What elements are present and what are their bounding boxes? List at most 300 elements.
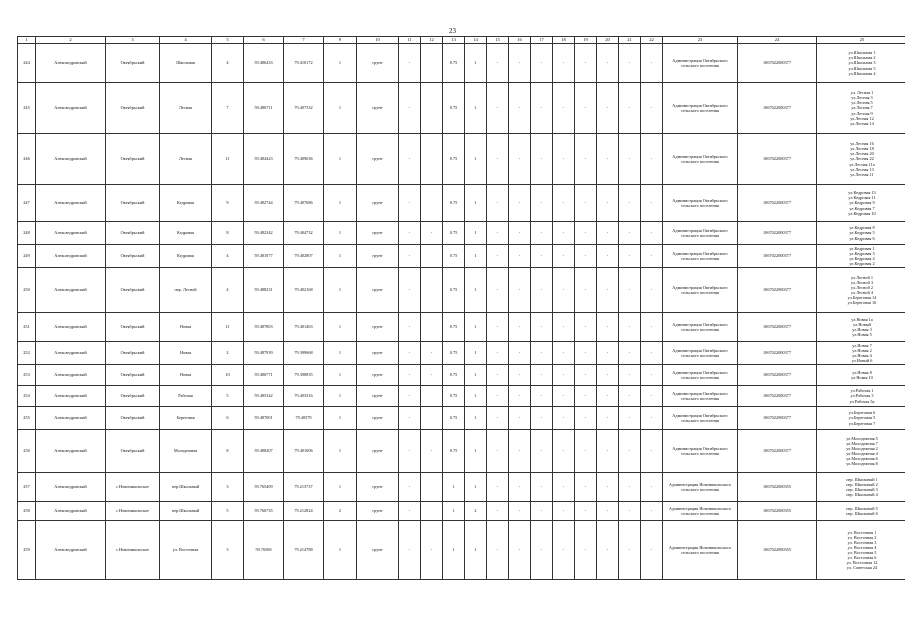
col20-cell: -: [597, 134, 619, 185]
volume-cell: 0.75: [443, 407, 465, 430]
col17-cell: -: [531, 134, 553, 185]
col22-cell: -: [641, 134, 663, 185]
served-addresses-cell: [817, 44, 905, 83]
served-address: ул. Восточная 6: [847, 555, 877, 561]
served-address: ул.Лесная 7: [851, 105, 873, 111]
served-address: ул.Кедровая 11: [848, 195, 876, 201]
col18-cell: -: [553, 44, 575, 83]
col19-cell: -: [575, 386, 597, 407]
col14-cell: 1: [465, 386, 487, 407]
served-address: ул.Молодежная 2: [846, 445, 878, 451]
col16-cell: -: [509, 342, 531, 365]
col12-cell: [421, 245, 443, 268]
owner-cell: Администрация Октябрьского сельского поселения: [663, 407, 738, 430]
row-number: 244: [18, 44, 36, 83]
served-address: ул.Новая 3: [852, 327, 872, 332]
owner-cell: Администрация Октябрьского сельского поселения: [663, 430, 738, 473]
house-cell: 2: [212, 342, 244, 365]
col15-cell: -: [487, 342, 509, 365]
longitude-cell: 79.398835: [284, 365, 324, 386]
col18-cell: -: [553, 430, 575, 473]
ogrn-cell: 1067022000377: [738, 185, 817, 222]
latitude-cell: 59.486711: [244, 83, 284, 134]
col20-cell: -: [597, 365, 619, 386]
served-address: ул.Кедровая 8: [849, 225, 875, 231]
container-count-cell: 2: [324, 502, 357, 521]
settlement-cell: Октябрьский: [106, 313, 160, 342]
col14-cell: 1: [465, 134, 487, 185]
served-address: ул.Лесная 11а: [849, 161, 875, 167]
col19-cell: -: [575, 365, 597, 386]
col22-cell: -: [641, 430, 663, 473]
col21-cell: -: [619, 521, 641, 580]
cover-type-cell: грунт: [357, 268, 399, 313]
longitude-cell: 79.401606: [284, 430, 324, 473]
served-address: ул.Новая 10: [851, 375, 873, 380]
served-address: пер. Школьный 5: [846, 505, 878, 511]
street-cell: Молодежная: [160, 430, 212, 473]
volume-cell: 0.75: [443, 134, 465, 185]
latitude-cell: 59.76569: [244, 521, 284, 580]
col16-cell: -: [509, 245, 531, 268]
col14-cell: 1: [465, 83, 487, 134]
col22-cell: -: [641, 342, 663, 365]
served-address: ул.Береговая 14: [847, 295, 877, 301]
col11-cell: -: [399, 268, 421, 313]
col11-cell: -: [399, 521, 421, 580]
row-number: 254: [18, 386, 36, 407]
served-addresses-cell: [817, 185, 905, 222]
served-addresses-cell: [817, 134, 905, 185]
owner-cell: Администрация Октябрьского сельского поселения: [663, 342, 738, 365]
district-cell: Александровский: [36, 473, 106, 502]
col12-cell: [421, 134, 443, 185]
row-number: 258: [18, 502, 36, 521]
owner-cell: Администрация Октябрьского сельского поселения: [663, 386, 738, 407]
owner-cell: Администрация Октябрьского сельского поселения: [663, 365, 738, 386]
col19-cell: -: [575, 407, 597, 430]
district-cell: Александровский: [36, 134, 106, 185]
served-address: ул.Новая 4: [852, 353, 872, 358]
latitude-cell: 59.488207: [244, 430, 284, 473]
cover-type-cell: грунт: [357, 44, 399, 83]
served-address: ул.Лесной 2: [851, 284, 873, 290]
settlement-cell: Октябрьский: [106, 222, 160, 245]
col20-cell: -: [597, 268, 619, 313]
latitude-cell: 59.486771: [244, 365, 284, 386]
settlement-cell: Октябрьский: [106, 44, 160, 83]
col14-cell: 1: [465, 365, 487, 386]
settlement-cell: Октябрьский: [106, 185, 160, 222]
longitude-cell: 79.399668: [284, 342, 324, 365]
column-number: 6: [244, 37, 284, 44]
district-cell: Александровский: [36, 185, 106, 222]
served-address: пер. Школьный 2: [846, 481, 878, 487]
house-cell: 11: [212, 313, 244, 342]
volume-cell: 0.75: [443, 222, 465, 245]
container-count-cell: 1: [324, 313, 357, 342]
col11-cell: -: [399, 430, 421, 473]
served-addresses-cell: [817, 83, 905, 134]
column-number: 1: [18, 37, 36, 44]
served-address: ул.Новый: [853, 321, 871, 327]
table-row: [18, 473, 905, 502]
served-address: ул.Новая 8: [852, 369, 872, 375]
col15-cell: -: [487, 521, 509, 580]
owner-cell: Администрация Октябрьского сельского поселения: [663, 245, 738, 268]
latitude-cell: 59.481077: [244, 245, 284, 268]
column-number: 4: [160, 37, 212, 44]
house-cell: 8: [212, 430, 244, 473]
owner-cell: Администрация Октябрьского сельского поселения: [663, 83, 738, 134]
volume-cell: 0.75: [443, 268, 465, 313]
column-number: 14: [465, 37, 487, 44]
col16-cell: -: [509, 407, 531, 430]
settlement-cell: с.Новоникольское: [106, 473, 160, 502]
column-number: 23: [663, 37, 738, 44]
column-number: 19: [575, 37, 597, 44]
col11-cell: -: [399, 222, 421, 245]
column-number: 5: [212, 37, 244, 44]
served-address: ул.Рабочая 5а: [849, 398, 875, 404]
served-address: ул.Молодежная 5: [846, 435, 878, 441]
col22-cell: -: [641, 473, 663, 502]
col16-cell: -: [509, 83, 531, 134]
col15-cell: -: [487, 313, 509, 342]
col12-cell: -: [421, 365, 443, 386]
served-address: ул.Школьная 1: [848, 50, 876, 56]
row-number: 259: [18, 521, 36, 580]
longitude-cell: 79.403316: [284, 386, 324, 407]
district-cell: Александровский: [36, 245, 106, 268]
house-cell: 5: [212, 386, 244, 407]
col19-cell: -: [575, 268, 597, 313]
col11-cell: -: [399, 407, 421, 430]
latitude-cell: 59.488231: [244, 268, 284, 313]
column-number: 10: [357, 37, 399, 44]
col18-cell: -: [553, 268, 575, 313]
street-cell: Новая: [160, 365, 212, 386]
served-address: ул. Восточная 4: [847, 544, 877, 550]
served-address: ул.Береговая 7: [848, 420, 876, 426]
latitude-cell: 59.486433: [244, 44, 284, 83]
row-number: 248: [18, 222, 36, 245]
column-number: 17: [531, 37, 553, 44]
col17-cell: -: [531, 521, 553, 580]
table-row: [18, 268, 905, 313]
ogrn-cell: 1067022000377: [738, 407, 817, 430]
column-number: 12: [421, 37, 443, 44]
settlement-cell: с.Новоникольское: [106, 502, 160, 521]
served-address: ул.Лесная 3: [851, 95, 873, 101]
street-cell: Новая: [160, 342, 212, 365]
col20-cell: -: [597, 313, 619, 342]
col22-cell: -: [641, 83, 663, 134]
served-addresses-cell: [817, 473, 905, 502]
served-address: ул.Лесной 4: [851, 290, 873, 295]
col15-cell: -: [487, 430, 509, 473]
table-row: [18, 521, 905, 580]
col14-cell: 1: [465, 313, 487, 342]
table-row: [18, 342, 905, 365]
table-row: [18, 222, 905, 245]
cover-type-cell: грунт: [357, 473, 399, 502]
col20-cell: -: [597, 386, 619, 407]
volume-cell: 0.75: [443, 44, 465, 83]
col11-cell: -: [399, 44, 421, 83]
served-address: ул.Лесная 22: [850, 156, 874, 162]
street-cell: ул. Восточная: [160, 521, 212, 580]
house-cell: 4: [212, 245, 244, 268]
col12-cell: -: [421, 222, 443, 245]
col12-cell: [421, 407, 443, 430]
col21-cell: -: [619, 134, 641, 185]
house-cell: 7: [212, 83, 244, 134]
col19-cell: -: [575, 473, 597, 502]
col12-cell: [421, 44, 443, 83]
col16-cell: -: [509, 134, 531, 185]
col17-cell: -: [531, 185, 553, 222]
latitude-cell: 59.487803: [244, 313, 284, 342]
col18-cell: -: [553, 245, 575, 268]
col19-cell: -: [575, 222, 597, 245]
served-address: ул.Молодежная 8: [846, 461, 878, 467]
col15-cell: -: [487, 473, 509, 502]
served-address: ул.Кедровая 1: [849, 245, 875, 251]
ogrn-cell: 1067022000377: [738, 386, 817, 407]
col11-cell: -: [399, 502, 421, 521]
col18-cell: -: [553, 83, 575, 134]
served-address: ул.Лесной 1: [851, 274, 873, 280]
street-cell: пер.Школьный: [160, 502, 212, 521]
col12-cell: [421, 83, 443, 134]
longitude-cell: 79.40579: [284, 407, 324, 430]
served-address: ул.Береговая 16: [847, 300, 877, 306]
served-address: пер. Школьный 3: [846, 487, 878, 492]
latitude-cell: 59.487939: [244, 342, 284, 365]
cover-type-cell: грунт: [357, 521, 399, 580]
container-count-cell: 1: [324, 185, 357, 222]
house-cell: 5: [212, 502, 244, 521]
volume-cell: 0.75: [443, 83, 465, 134]
served-addresses-cell: [817, 502, 905, 521]
container-count-cell: 1: [324, 83, 357, 134]
col12-cell: -: [421, 342, 443, 365]
col17-cell: -: [531, 313, 553, 342]
col20-cell: -: [597, 407, 619, 430]
col20-cell: -: [597, 245, 619, 268]
latitude-cell: 59.765409: [244, 473, 284, 502]
table-row: [18, 44, 905, 83]
container-count-cell: 1: [324, 407, 357, 430]
ogrn-cell: 1067022000377: [738, 313, 817, 342]
col14-cell: 2: [465, 502, 487, 521]
row-number: 253: [18, 365, 36, 386]
served-addresses-cell: [817, 386, 905, 407]
col14-cell: 1: [465, 44, 487, 83]
served-address: ул.Молодежная 6: [846, 456, 878, 462]
cover-type-cell: грунт: [357, 365, 399, 386]
container-count-cell: 1: [324, 222, 357, 245]
col20-cell: -: [597, 83, 619, 134]
container-count-cell: 1: [324, 521, 357, 580]
served-address: ул.Новая 7: [852, 342, 872, 348]
col17-cell: -: [531, 245, 553, 268]
col18-cell: -: [553, 521, 575, 580]
col17-cell: -: [531, 502, 553, 521]
col16-cell: -: [509, 185, 531, 222]
col11-cell: -: [399, 185, 421, 222]
col14-cell: 1: [465, 521, 487, 580]
volume-cell: 0.75: [443, 185, 465, 222]
volume-cell: 1: [443, 502, 465, 521]
cover-type-cell: грунт: [357, 245, 399, 268]
served-addresses-cell: [817, 268, 905, 313]
col16-cell: -: [509, 365, 531, 386]
col21-cell: -: [619, 44, 641, 83]
served-address: ул.Лесная 11: [850, 171, 874, 177]
settlement-cell: Октябрьский: [106, 342, 160, 365]
col22-cell: -: [641, 407, 663, 430]
served-address: ул. Восточная 5: [847, 550, 877, 555]
col11-cell: -: [399, 245, 421, 268]
col22-cell: -: [641, 222, 663, 245]
col19-cell: -: [575, 44, 597, 83]
col15-cell: -: [487, 268, 509, 313]
served-address: ул.Лесная 14: [850, 120, 874, 126]
col21-cell: -: [619, 365, 641, 386]
col22-cell: -: [641, 185, 663, 222]
col19-cell: -: [575, 502, 597, 521]
col22-cell: -: [641, 502, 663, 521]
col21-cell: -: [619, 313, 641, 342]
longitude-cell: 79.407332: [284, 83, 324, 134]
cover-type-cell: грунт: [357, 502, 399, 521]
col22-cell: -: [641, 521, 663, 580]
col18-cell: -: [553, 473, 575, 502]
col20-cell: -: [597, 342, 619, 365]
col12-cell: [421, 386, 443, 407]
col15-cell: -: [487, 134, 509, 185]
col17-cell: -: [531, 342, 553, 365]
col12-cell: [421, 268, 443, 313]
served-address: ул.Лесная 18: [850, 146, 874, 152]
latitude-cell: 59.487001: [244, 407, 284, 430]
col18-cell: -: [553, 365, 575, 386]
col20-cell: -: [597, 521, 619, 580]
volume-cell: 1: [443, 473, 465, 502]
owner-cell: Администрация Октябрьского сельского поселения: [663, 268, 738, 313]
latitude-cell: 59.482744: [244, 185, 284, 222]
cover-type-cell: грунт: [357, 342, 399, 365]
district-cell: Александровский: [36, 268, 106, 313]
row-number: 250: [18, 268, 36, 313]
district-cell: Александровский: [36, 430, 106, 473]
col12-cell: [421, 502, 443, 521]
col16-cell: -: [509, 313, 531, 342]
table-row: [18, 386, 905, 407]
longitude-cell: 79.402168: [284, 268, 324, 313]
street-cell: пер. Лесной: [160, 268, 212, 313]
volume-cell: 0.75: [443, 386, 465, 407]
served-address: ул.Кедровая 7: [849, 205, 875, 211]
col11-cell: -: [399, 313, 421, 342]
col14-cell: 1: [465, 222, 487, 245]
table-row: [18, 407, 905, 430]
column-number: 2: [36, 37, 106, 44]
row-number: 255: [18, 407, 36, 430]
col19-cell: -: [575, 313, 597, 342]
col22-cell: -: [641, 386, 663, 407]
col12-cell: [421, 473, 443, 502]
col15-cell: -: [487, 44, 509, 83]
col19-cell: -: [575, 430, 597, 473]
col17-cell: -: [531, 83, 553, 134]
container-count-cell: 1: [324, 342, 357, 365]
district-cell: Александровский: [36, 521, 106, 580]
street-cell: Кедровая: [160, 185, 212, 222]
container-count-cell: 1: [324, 386, 357, 407]
container-count-cell: 1: [324, 365, 357, 386]
col18-cell: -: [553, 386, 575, 407]
street-cell: Рабочая: [160, 386, 212, 407]
column-number: 13: [443, 37, 465, 44]
served-address: ул.Молодежная 4: [846, 451, 878, 456]
row-number: 252: [18, 342, 36, 365]
volume-cell: 0.75: [443, 342, 465, 365]
served-addresses-cell: [817, 521, 905, 580]
owner-cell: Администрация Октябрьского сельского поселения: [663, 134, 738, 185]
col18-cell: -: [553, 502, 575, 521]
settlement-cell: Октябрьский: [106, 245, 160, 268]
col11-cell: -: [399, 134, 421, 185]
served-address: ул.Молодежная 7: [846, 440, 878, 446]
col14-cell: 1: [465, 185, 487, 222]
street-cell: Лесная: [160, 83, 212, 134]
col21-cell: -: [619, 386, 641, 407]
district-cell: Александровский: [36, 44, 106, 83]
row-number: 246: [18, 134, 36, 185]
settlement-cell: Октябрьский: [106, 386, 160, 407]
served-address: ул.Новая 2: [852, 347, 872, 353]
col21-cell: -: [619, 407, 641, 430]
district-cell: Александровский: [36, 342, 106, 365]
served-address: ул.Кедровая 6: [849, 235, 875, 241]
column-number: 21: [619, 37, 641, 44]
col21-cell: -: [619, 502, 641, 521]
settlement-cell: Октябрьский: [106, 365, 160, 386]
col17-cell: -: [531, 473, 553, 502]
owner-cell: Администрация Октябрьского сельского поселения: [663, 44, 738, 83]
settlement-cell: Октябрьский: [106, 407, 160, 430]
col11-cell: -: [399, 365, 421, 386]
served-addresses-cell: [817, 365, 905, 386]
col20-cell: -: [597, 44, 619, 83]
col16-cell: -: [509, 502, 531, 521]
row-number: 245: [18, 83, 36, 134]
served-address: ул.Кедровая 4: [849, 256, 875, 261]
served-address: ул. Восточная 3: [847, 539, 877, 545]
served-address: ул.Лесная 12: [850, 115, 874, 121]
col17-cell: -: [531, 365, 553, 386]
street-cell: Школьная: [160, 44, 212, 83]
registry-table: [17, 36, 905, 580]
column-number: 15: [487, 37, 509, 44]
ogrn-cell: 1067022000377: [738, 268, 817, 313]
longitude-cell: 79.402807: [284, 245, 324, 268]
col20-cell: -: [597, 222, 619, 245]
row-number: 256: [18, 430, 36, 473]
